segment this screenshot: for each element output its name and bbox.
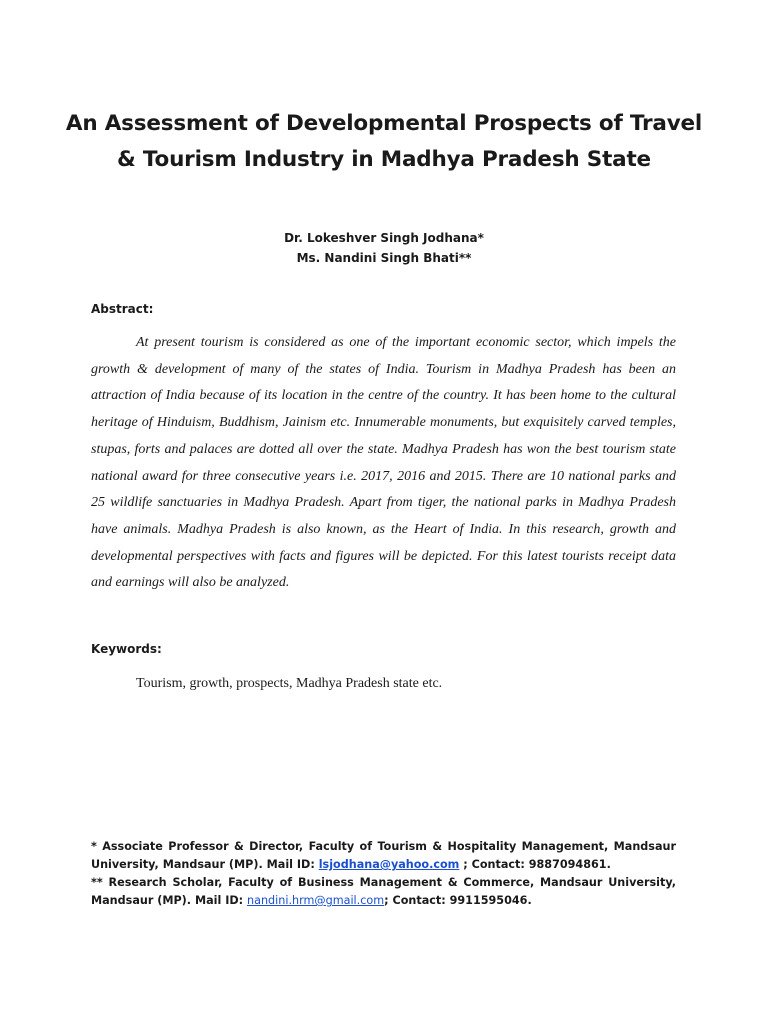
author-1: Dr. Lokeshver Singh Jodhana*: [284, 231, 484, 245]
keywords-text: Tourism, growth, prospects, Madhya Pradesh state etc.: [136, 676, 443, 691]
author-2: Ms. Nandini Singh Bhati**: [296, 251, 472, 265]
footnote-1-contact: ; Contact: 9887094861.: [459, 858, 611, 871]
email-link-author-2[interactable]: nandini.hrm@gmail.com: [247, 894, 385, 907]
footnotes: [91, 838, 676, 910]
footnote-author-2: [91, 874, 676, 910]
abstract-heading: Abstract:: [91, 302, 154, 316]
author-list: [0, 228, 768, 268]
email-link-author-1[interactable]: lsjodhana@yahoo.com: [318, 858, 460, 871]
keywords-heading: Keywords:: [91, 642, 162, 656]
abstract-text: At present tourism is considered as one of the important economic sector, which impels the growth & development of many of the states of India. Tourism in Madhya Pradesh has been an attraction of India because of its location in the centre of the country. It has been home to the cultural heritage of Hinduism, Buddhism, Jainism etc. Innumerable monuments, but exquisitely carved temples, stupas, forts and palaces are dotted all over the state. Madhya Pradesh has won the best tourism state national award for three consecutive years i.e. 2017, 2016 and 2015. There are 10 national parks and 25 wildlife sanctuaries in Madhya Pradesh. Apart from tiger, the national parks in Madhya Pradesh have animals. Madhya Pradesh is also known, as the Heart of India. In this research, growth and developmental perspectives with facts and figures will be depicted. For this latest tourists receipt data and earnings will also be analyzed.: [91, 335, 676, 591]
footnote-2-text: ** Research Scholar, Faculty of Business Management & Commerce, Mandsaur University, Mandsaur (MP). Mail ID:: [91, 876, 676, 907]
footnote-1-text: * Associate Professor & Director, Faculty of Tourism & Hospitality Management, Mandsaur University, Mandsaur (MP). Mail ID:: [91, 840, 676, 871]
paper-title: An Assessment of Developmental Prospects of Travel & Tourism Industry in Madhya Pradesh State: [65, 111, 703, 173]
footnote-2-contact: ; Contact: 9911595046.: [384, 894, 532, 907]
footnote-author-1: [91, 838, 676, 874]
